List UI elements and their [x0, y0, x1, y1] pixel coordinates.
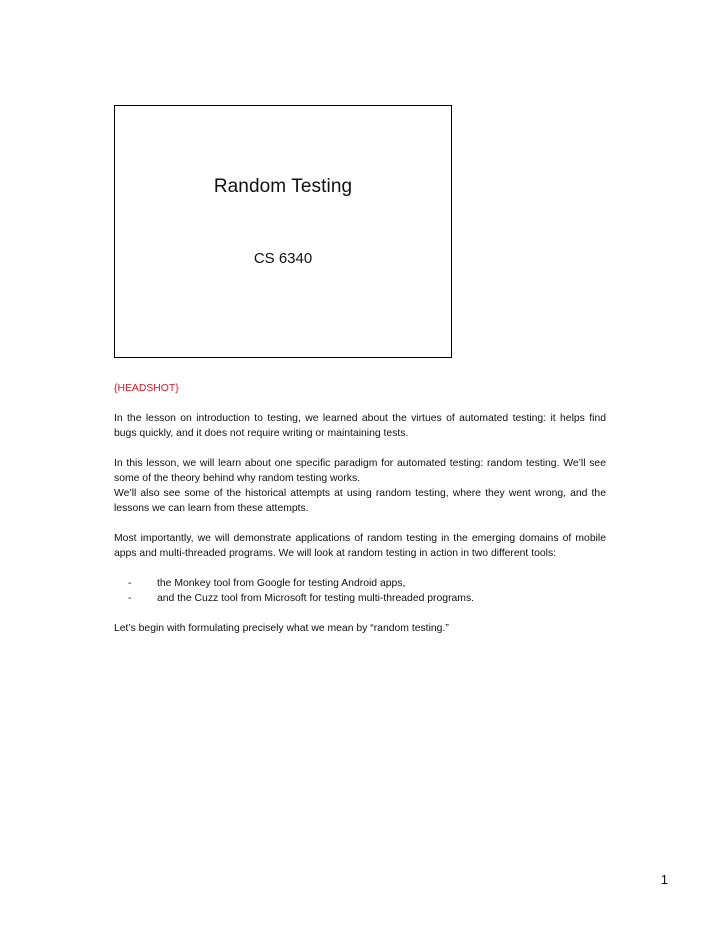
- headshot-tag: {HEADSHOT}: [114, 383, 179, 394]
- list-item-text: the Monkey tool from Google for testing Android apps,: [157, 578, 406, 589]
- notes-paragraph-2: In this lesson, we will learn about one specific paradigm for automated testing: random testing. We’ll see some of the theory behind why random testing works.: [114, 458, 606, 484]
- bullet-dash: -: [128, 593, 132, 604]
- slide-title: Random Testing: [213, 176, 353, 197]
- list-item: [114, 576, 606, 591]
- notes-paragraph-1: In the lesson on introduction to testing, we learned about the virtues of automated testing: it helps find bugs quickly, and it does not require writing or maintaining tests.: [114, 413, 606, 439]
- speaker-notes: [114, 381, 606, 651]
- page-number: 1: [660, 872, 668, 887]
- notes-paragraph-4: Most importantly, we will demonstrate applications of random testing in the emerging domains of mobile apps and multi-threaded programs. We will look at random testing in action in two different tools:: [114, 533, 606, 559]
- list-item: [114, 591, 606, 606]
- tools-list: [114, 576, 606, 606]
- notes-closing: Let’s begin with formulating precisely what we mean by “random testing.”: [114, 623, 449, 634]
- list-item-text: and the Cuzz tool from Microsoft for testing multi-threaded programs.: [157, 593, 475, 604]
- slide-thumbnail: [114, 105, 452, 358]
- bullet-dash: -: [128, 578, 132, 589]
- notes-paragraph-3: We’ll also see some of the historical attempts at using random testing, where they went wrong, and the lessons we can learn from these attempts.: [114, 488, 606, 514]
- slide-subtitle: CS 6340: [253, 250, 313, 267]
